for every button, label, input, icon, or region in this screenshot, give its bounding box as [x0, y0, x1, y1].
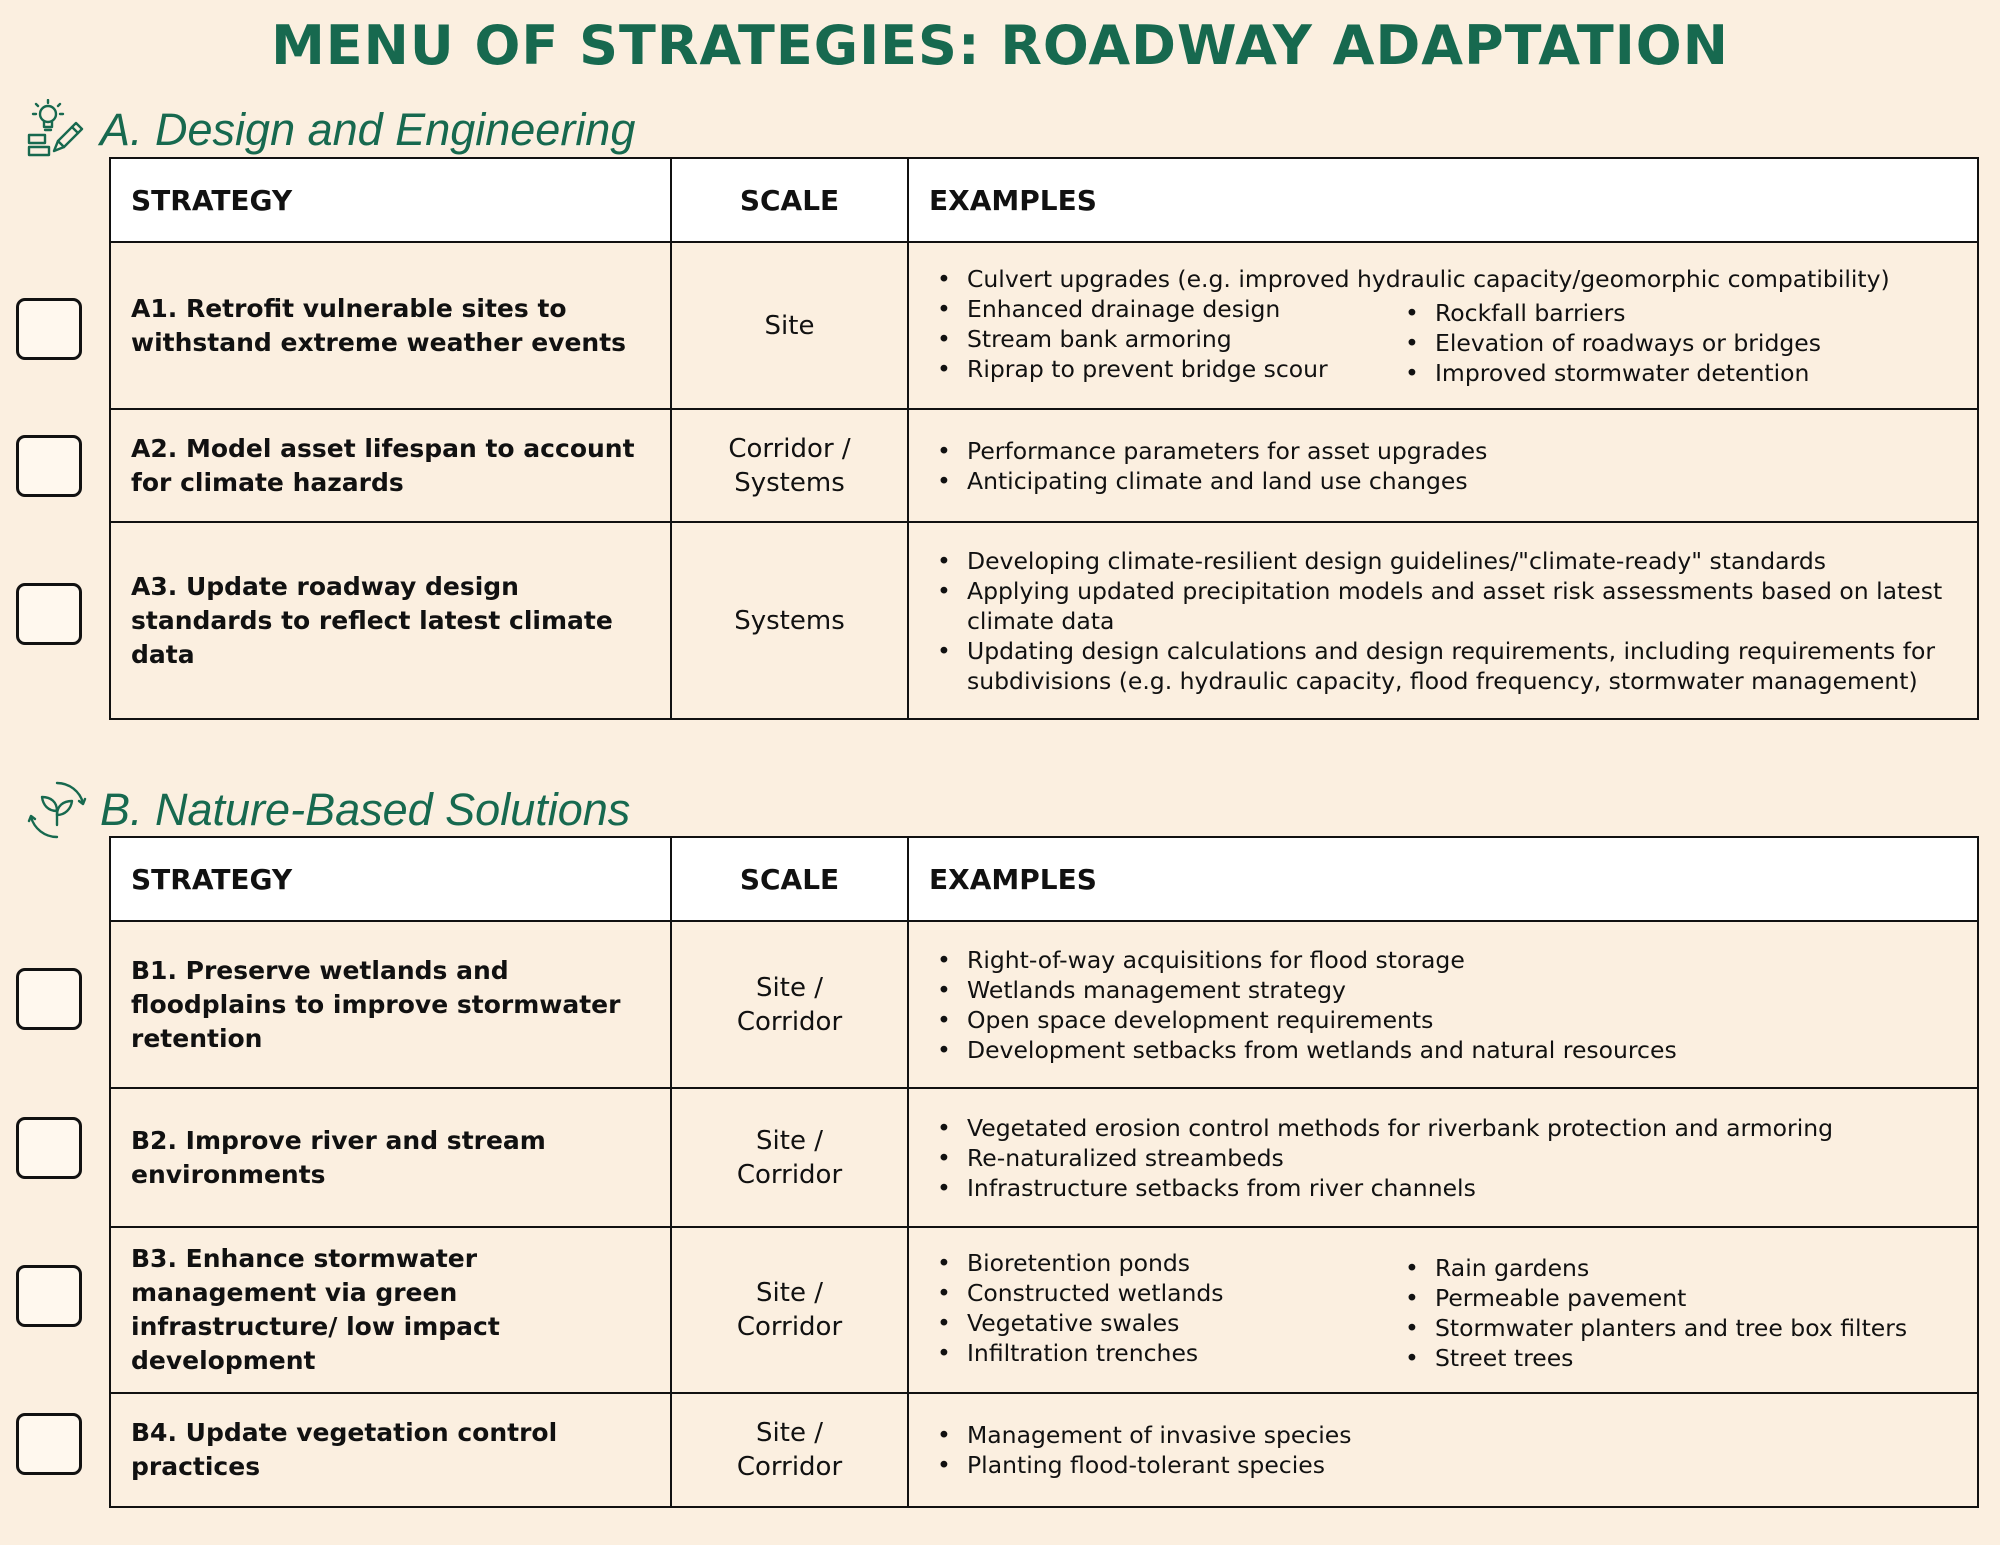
list-item: • Enhanced drainage design	[967, 294, 1435, 324]
examples-column-header: EXAMPLES	[908, 158, 1978, 242]
list-item: • Riprap to prevent bridge scour	[967, 354, 1435, 384]
design-idea-pencil-icon	[26, 99, 88, 161]
list-item: • Stream bank armoring	[967, 324, 1435, 354]
checkbox-a1[interactable]	[16, 298, 82, 360]
strategy-cell: B2. Improve river and stream environments	[110, 1088, 671, 1227]
list-item: • Permeable pavement	[1435, 1283, 1957, 1313]
table-row	[110, 522, 1978, 719]
page-title: MENU OF STRATEGIES: ROADWAY ADAPTATION	[271, 14, 1729, 77]
list-item: • Anticipating climate and land use changes	[967, 466, 1957, 496]
examples-cell	[908, 1088, 1978, 1227]
scale-value: Site / Corridor	[736, 972, 843, 1037]
examples-cell	[908, 522, 1978, 719]
list-item: • Constructed wetlands	[967, 1278, 1435, 1308]
list-item: • Bioretention ponds	[967, 1248, 1435, 1278]
checkbox-b4[interactable]	[16, 1413, 82, 1475]
table-row	[110, 409, 1978, 522]
list-item: • Rain gardens	[1435, 1253, 1957, 1283]
list-item: • Stormwater planters and tree box filters	[1435, 1313, 1957, 1343]
scale-column-header: SCALE	[671, 837, 908, 921]
leaves-recycle-icon	[26, 779, 88, 841]
list-item: • Street trees	[1435, 1343, 1957, 1373]
section-a-title: A. Design and Engineering	[100, 104, 636, 155]
checkbox-a3[interactable]	[16, 583, 82, 645]
list-item: • Infrastructure setbacks from river channels	[967, 1173, 1957, 1203]
list-item: • Vegetative swales	[967, 1308, 1435, 1338]
list-item: • Rockfall barriers	[1435, 298, 1957, 328]
strategy-cell: A2. Model asset lifespan to account for climate hazards	[110, 409, 671, 522]
list-item: • Updating design calculations and design requirements, including requirements for subdivisions (e.g. hydraulic capacity, flood frequency, stormwater management)	[967, 636, 1957, 696]
checkbox-b2[interactable]	[16, 1117, 82, 1179]
strategy-cell: B1. Preserve wetlands and floodplains to improve stormwater retention	[110, 921, 671, 1088]
list-item: • Management of invasive species	[967, 1420, 1957, 1450]
scale-column-header: SCALE	[671, 158, 908, 242]
scale-value: Site / Corridor	[736, 1418, 843, 1482]
table-row	[110, 1088, 1978, 1227]
strategy-cell: A3. Update roadway design standards to reflect latest climate data	[110, 522, 671, 719]
list-item: • Vegetated erosion control methods for riverbank protection and armoring	[967, 1113, 1957, 1143]
table-row	[110, 1393, 1978, 1507]
table-header-row	[110, 158, 1978, 242]
table-row	[110, 921, 1978, 1088]
list-item: • Performance parameters for asset upgrades	[967, 436, 1957, 466]
list-item: • Open space development requirements	[967, 1005, 1957, 1035]
list-item: • Development setbacks from wetlands and natural resources	[967, 1035, 1957, 1065]
table-row	[110, 1227, 1978, 1393]
section-a-heading	[26, 100, 635, 160]
section-b-table	[109, 836, 1979, 1508]
strategy-column-header: STRATEGY	[110, 837, 671, 921]
examples-cell	[908, 1393, 1978, 1507]
scale-cell	[671, 1088, 908, 1227]
list-item: • Wetlands management strategy	[967, 975, 1957, 1005]
strategy-column-header: STRATEGY	[110, 158, 671, 242]
section-b-heading	[26, 780, 630, 840]
list-item: • Applying updated precipitation models and asset risk assessments based on latest climate data	[967, 576, 1957, 636]
scale-value: Site / Corridor	[736, 1278, 843, 1342]
scale-cell: Corridor / Systems	[671, 409, 908, 522]
scale-cell	[671, 1393, 908, 1507]
table-header-row	[110, 837, 1978, 921]
checkbox-b3[interactable]	[16, 1265, 82, 1327]
checkbox-b1[interactable]	[16, 968, 82, 1030]
section-b-title: B. Nature-Based Solutions	[100, 784, 631, 835]
examples-column-header: EXAMPLES	[908, 837, 1978, 921]
strategy-cell: B4. Update vegetation control practices	[110, 1393, 671, 1507]
examples-cell	[908, 921, 1978, 1088]
list-item: • Elevation of roadways or bridges	[1435, 328, 1957, 358]
list-item: • Infiltration trenches	[967, 1338, 1435, 1368]
scale-cell: Site	[671, 242, 908, 409]
checkbox-a2[interactable]	[16, 435, 82, 497]
list-item: • Culvert upgrades (e.g. improved hydraulic capacity/geomorphic compatibility)	[967, 264, 1957, 294]
list-item: • Re-naturalized streambeds	[967, 1143, 1957, 1173]
section-a-table	[109, 157, 1979, 720]
examples-cell	[908, 409, 1978, 522]
strategy-cell: A1. Retrofit vulnerable sites to withstand extreme weather events	[110, 242, 671, 409]
examples-cell	[908, 242, 1978, 409]
scale-cell: Systems	[671, 522, 908, 719]
table-row	[110, 242, 1978, 409]
scale-cell	[671, 1227, 908, 1393]
list-item: • Right-of-way acquisitions for flood storage	[967, 945, 1957, 975]
list-item: • Planting flood-tolerant species	[967, 1450, 1957, 1480]
scale-cell	[671, 921, 908, 1088]
strategy-cell: B3. Enhance stormwater management via green infrastructure/ low impact development	[110, 1227, 671, 1393]
examples-cell	[908, 1227, 1978, 1393]
list-item: • Developing climate-resilient design guidelines/"climate-ready" standards	[967, 546, 1957, 576]
list-item: • Improved stormwater detention	[1435, 358, 1957, 388]
scale-value: Site / Corridor	[736, 1125, 843, 1190]
